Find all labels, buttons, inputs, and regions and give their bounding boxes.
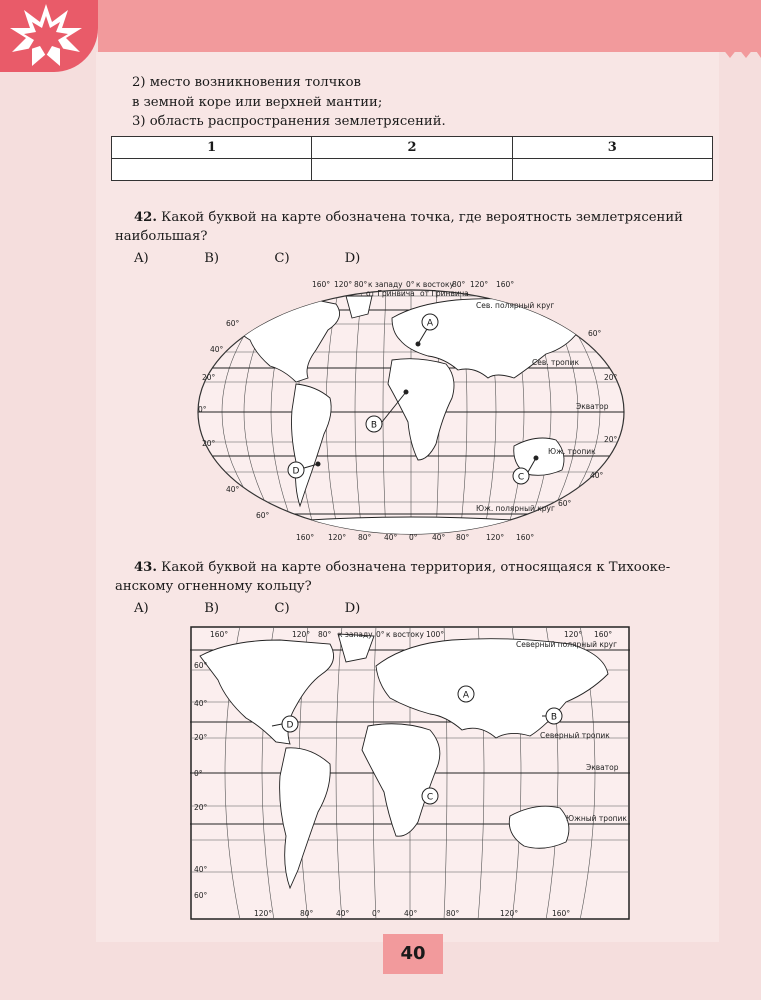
q43-number: 43. <box>134 560 157 575</box>
map43-marker-b-label: B <box>550 712 558 723</box>
map42-equator-label: Экватор <box>576 402 609 411</box>
map42-top-degree: 120° <box>470 280 489 289</box>
map42-marker-a-label: A <box>426 318 434 329</box>
map43-lat-label: 60° <box>194 661 208 670</box>
map42-sub-right: от Гринвича <box>420 289 469 298</box>
map43-top-degree: 100° <box>426 630 445 639</box>
map42-top-degree: 80° <box>354 280 368 289</box>
map42-west-label: к западу <box>368 280 403 289</box>
q43-option-b[interactable]: B) <box>204 601 220 616</box>
map42-marker-d-label: D <box>292 466 300 477</box>
map42-lat-label: 60° <box>256 511 270 520</box>
q42-option-c[interactable]: C) <box>274 251 290 266</box>
map42-bottom-degree: 160° <box>516 533 535 542</box>
map43-capricorn-label: Южный тропик <box>566 814 627 823</box>
map43-lat-label: 20° <box>194 733 208 742</box>
list-item-3: 3) область распространения землетрясений. <box>132 114 446 129</box>
map42-cancer-label: Сев. тропик <box>532 358 580 367</box>
map43-lat-label: 40° <box>194 699 208 708</box>
table-header-cell: 1 <box>112 137 312 159</box>
map42-top-degree: 0° <box>406 280 415 289</box>
q43-option-d[interactable]: D) <box>344 601 361 616</box>
map42-bottom-degree: 80° <box>456 533 470 542</box>
map43-top-degree: 160° <box>210 630 229 639</box>
q42-number: 42. <box>134 210 157 225</box>
map43-bottom-degree: 40° <box>336 909 350 918</box>
map42-lat-label: 60° <box>588 329 602 338</box>
map43-bottom-degree: 0° <box>372 909 381 918</box>
map43-top-degree: 80° <box>318 630 332 639</box>
q43-option-a[interactable]: A) <box>134 601 149 616</box>
map43-top-degree: 0° <box>376 630 385 639</box>
australia-shape <box>509 806 569 848</box>
q42-option-a[interactable]: A) <box>134 251 149 266</box>
world-map-rect-svg <box>190 626 630 920</box>
corner-badge <box>0 0 98 72</box>
map43-bottom-degree: 120° <box>254 909 273 918</box>
map42-lat-label: 20° <box>604 373 618 382</box>
map43-west-label: к западу <box>338 630 373 639</box>
map42-lat-label: 40° <box>590 471 604 480</box>
map42-bottom-degree: 160° <box>296 533 315 542</box>
star-icon <box>6 2 86 68</box>
map42-top-degree: 160° <box>312 280 331 289</box>
map43-top-degree: 120° <box>564 630 583 639</box>
list-item-2-line1: 2) место возникновения толчков <box>132 75 361 90</box>
map42-antarctic-label: Юж. полярный круг <box>476 504 555 513</box>
map43-bottom-degree: 80° <box>300 909 314 918</box>
map43-equator-label: Экватор <box>586 763 619 772</box>
answer-cell[interactable] <box>512 159 712 181</box>
q42-text: Какой буквой на карте обозначена точка, где вероятность землетрясений <box>161 210 683 225</box>
q43-text: Какой буквой на карте обозначена территория, относящаяся к Тихооке- <box>161 560 671 575</box>
map43-top-degree: 160° <box>594 630 613 639</box>
q43-line1 <box>134 558 670 577</box>
map43-east-label: к востоку <box>386 630 424 639</box>
q43-line2: анскому огненному кольцу? <box>115 579 312 594</box>
q43-option-c[interactable]: C) <box>274 601 290 616</box>
map42-lat-label: 40° <box>226 485 240 494</box>
q42-option-d[interactable]: D) <box>344 251 361 266</box>
map42-bottom-degree: 120° <box>328 533 347 542</box>
q42-options <box>134 249 360 268</box>
header-zigzag <box>98 0 761 60</box>
map42-lat-label: 0° <box>198 405 207 414</box>
map42-lat-label: 20° <box>202 373 216 382</box>
page-number: 40 <box>383 934 443 974</box>
table-answer-row[interactable] <box>112 159 713 181</box>
map43-bottom-degree: 40° <box>404 909 418 918</box>
answer-cell[interactable] <box>312 159 512 181</box>
map42-bottom-degree: 40° <box>432 533 446 542</box>
map42-lat-label: 40° <box>210 345 224 354</box>
world-map-rect <box>190 626 630 924</box>
map42-top-degree: 80° <box>452 280 466 289</box>
map42-lat-label: 20° <box>202 439 216 448</box>
world-map-oval <box>196 274 626 546</box>
q42-line2: наибольшая? <box>115 229 208 244</box>
map42-bottom-degree: 120° <box>486 533 505 542</box>
answer-table <box>111 136 713 181</box>
map42-east-label: к востоку <box>416 280 454 289</box>
map42-bottom-degree: 80° <box>358 533 372 542</box>
map42-bottom-degree: 0° <box>409 533 418 542</box>
map42-marker-c-label: C <box>517 472 525 483</box>
map43-marker-a-label: A <box>462 690 470 701</box>
map42-lat-label: 60° <box>226 319 240 328</box>
map43-lat-label: 0° <box>194 769 203 778</box>
map43-bottom-degree: 80° <box>446 909 460 918</box>
map42-top-degree: 120° <box>334 280 353 289</box>
map42-capricorn-label: Юж. тропик <box>548 447 596 456</box>
map42-lat-label: 60° <box>558 499 572 508</box>
map43-bottom-degree: 120° <box>500 909 519 918</box>
map43-lat-label: 40° <box>194 865 208 874</box>
map43-lat-label: 20° <box>194 803 208 812</box>
q42-line1 <box>134 208 683 227</box>
map43-marker-c-label: C <box>426 792 434 803</box>
map43-bottom-degree: 160° <box>552 909 571 918</box>
table-header-row <box>112 137 713 159</box>
world-map-oval-svg <box>196 274 626 542</box>
map42-arctic-label: Сев. полярный круг <box>476 301 555 310</box>
q43-options <box>134 599 360 618</box>
list-item-2-line2: в земной коре или верхней мантии; <box>132 95 383 110</box>
map43-top-degree: 120° <box>292 630 311 639</box>
map42-sub-left: от Гринвича <box>366 289 415 298</box>
map43-marker-d-label: D <box>286 720 294 731</box>
map42-bottom-degree: 40° <box>384 533 398 542</box>
map42-top-degree: 160° <box>496 280 515 289</box>
answer-cell[interactable] <box>112 159 312 181</box>
map42-lat-label: 20° <box>604 435 618 444</box>
map42-marker-b-label: B <box>370 420 378 431</box>
map43-lat-label: 60° <box>194 891 208 900</box>
table-header-cell: 3 <box>512 137 712 159</box>
q42-option-b[interactable]: B) <box>204 251 220 266</box>
map43-arctic-label: Северный полярный круг <box>516 640 618 649</box>
table-header-cell: 2 <box>312 137 512 159</box>
map43-cancer-label: Северный тропик <box>540 731 610 740</box>
